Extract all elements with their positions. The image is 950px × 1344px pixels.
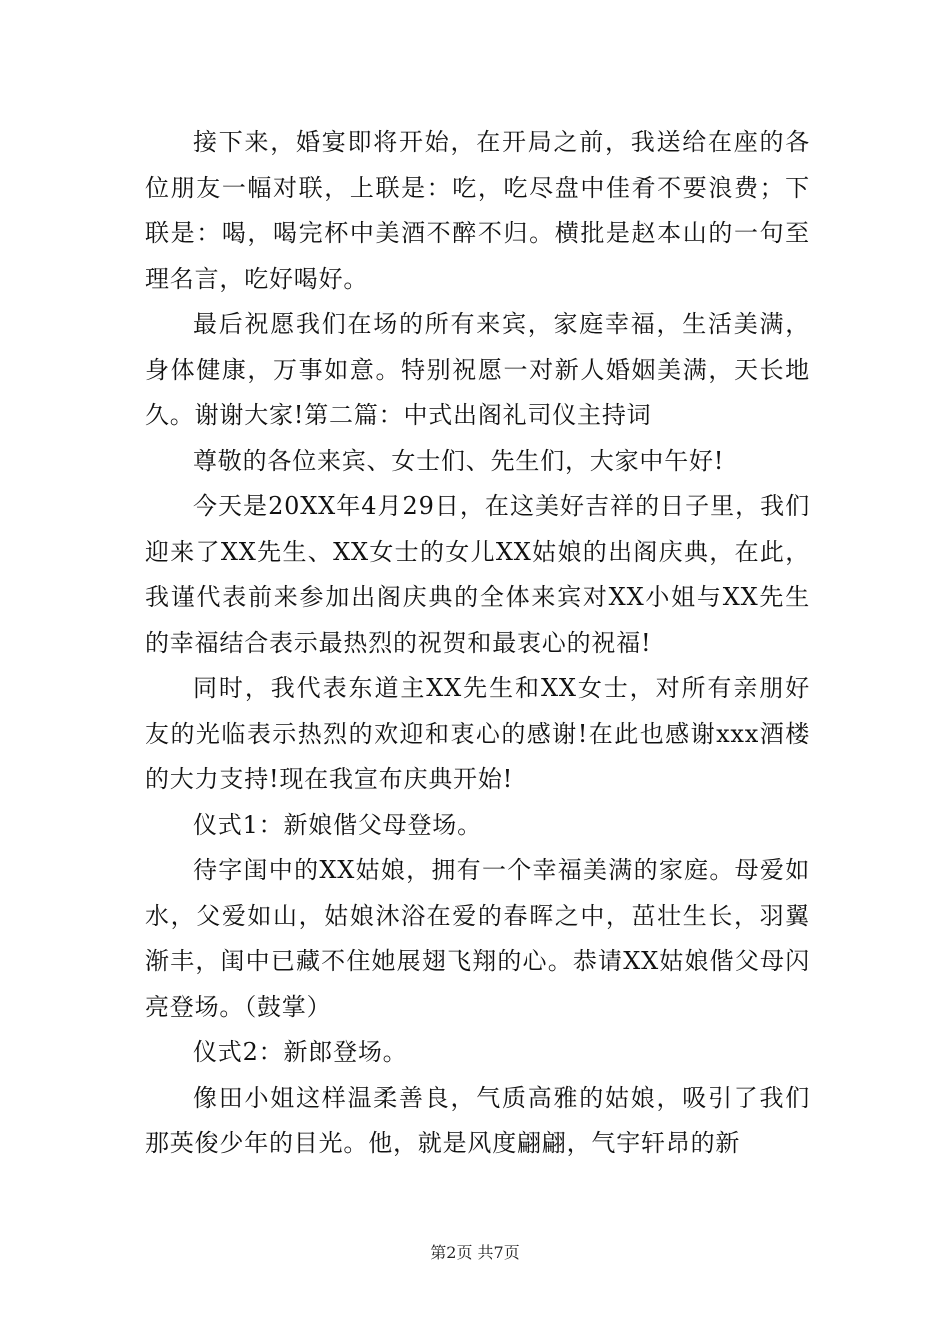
document-body bbox=[145, 120, 810, 1167]
paragraph-9: 像田小姐这样温柔善良，气质高雅的姑娘，吸引了我们那英俊少年的目光。他，就是风度翩翩，气宇轩昂的新 bbox=[145, 1083, 810, 1157]
paragraph-8: 仪式2：新郎登场。 bbox=[193, 1038, 408, 1066]
page-footer: 第2页 共7页 bbox=[430, 1243, 520, 1262]
paragraph-4: 今天是20XX年4月29日，在这美好吉祥的日子里，我们迎来了XX先生、XX女士的女儿XX姑娘的出阁庆典，在此，我谨代表前来参加出阁庆典的全体来宾对XX小姐与XX先生的幸福结合表示最热烈的祝贺和最衷心的祝福! bbox=[145, 492, 810, 657]
paragraph-7: 待字闺中的XX姑娘，拥有一个幸福美满的家庭。母爱如水，父爱如山，姑娘沐浴在爱的春晖之中，茁壮生长，羽翼渐丰，闺中已藏不住她展翅飞翔的心。恭请XX姑娘偕父母闪亮登场。（鼓掌） bbox=[145, 856, 810, 1021]
paragraph-5: 同时，我代表东道主XX先生和XX女士，对所有亲朋好友的光临表示热烈的欢迎和衷心的感谢!在此也感谢xxx酒楼的大力支持!现在我宣布庆典开始! bbox=[145, 674, 810, 793]
paragraph-6: 仪式1：新娘偕父母登场。 bbox=[193, 810, 482, 839]
paragraph-3: 尊敬的各位来宾、女士们、先生们，大家中午好! bbox=[193, 446, 725, 475]
paragraph-1: 接下来，婚宴即将开始，在开局之前，我送给在座的各位朋友一幅对联，上联是：吃，吃尽盘中佳肴不要浪费；下联是：喝，喝完杯中美酒不醉不归。横批是赵本山的一句至理名言，吃好喝好。 bbox=[145, 128, 810, 293]
paragraph-2: 最后祝愿我们在场的所有来宾，家庭幸福，生活美满，身体健康，万事如意。特别祝愿一对新人婚姻美满，天长地久。谢谢大家!第二篇：中式出阁礼司仪主持词 bbox=[145, 310, 810, 429]
